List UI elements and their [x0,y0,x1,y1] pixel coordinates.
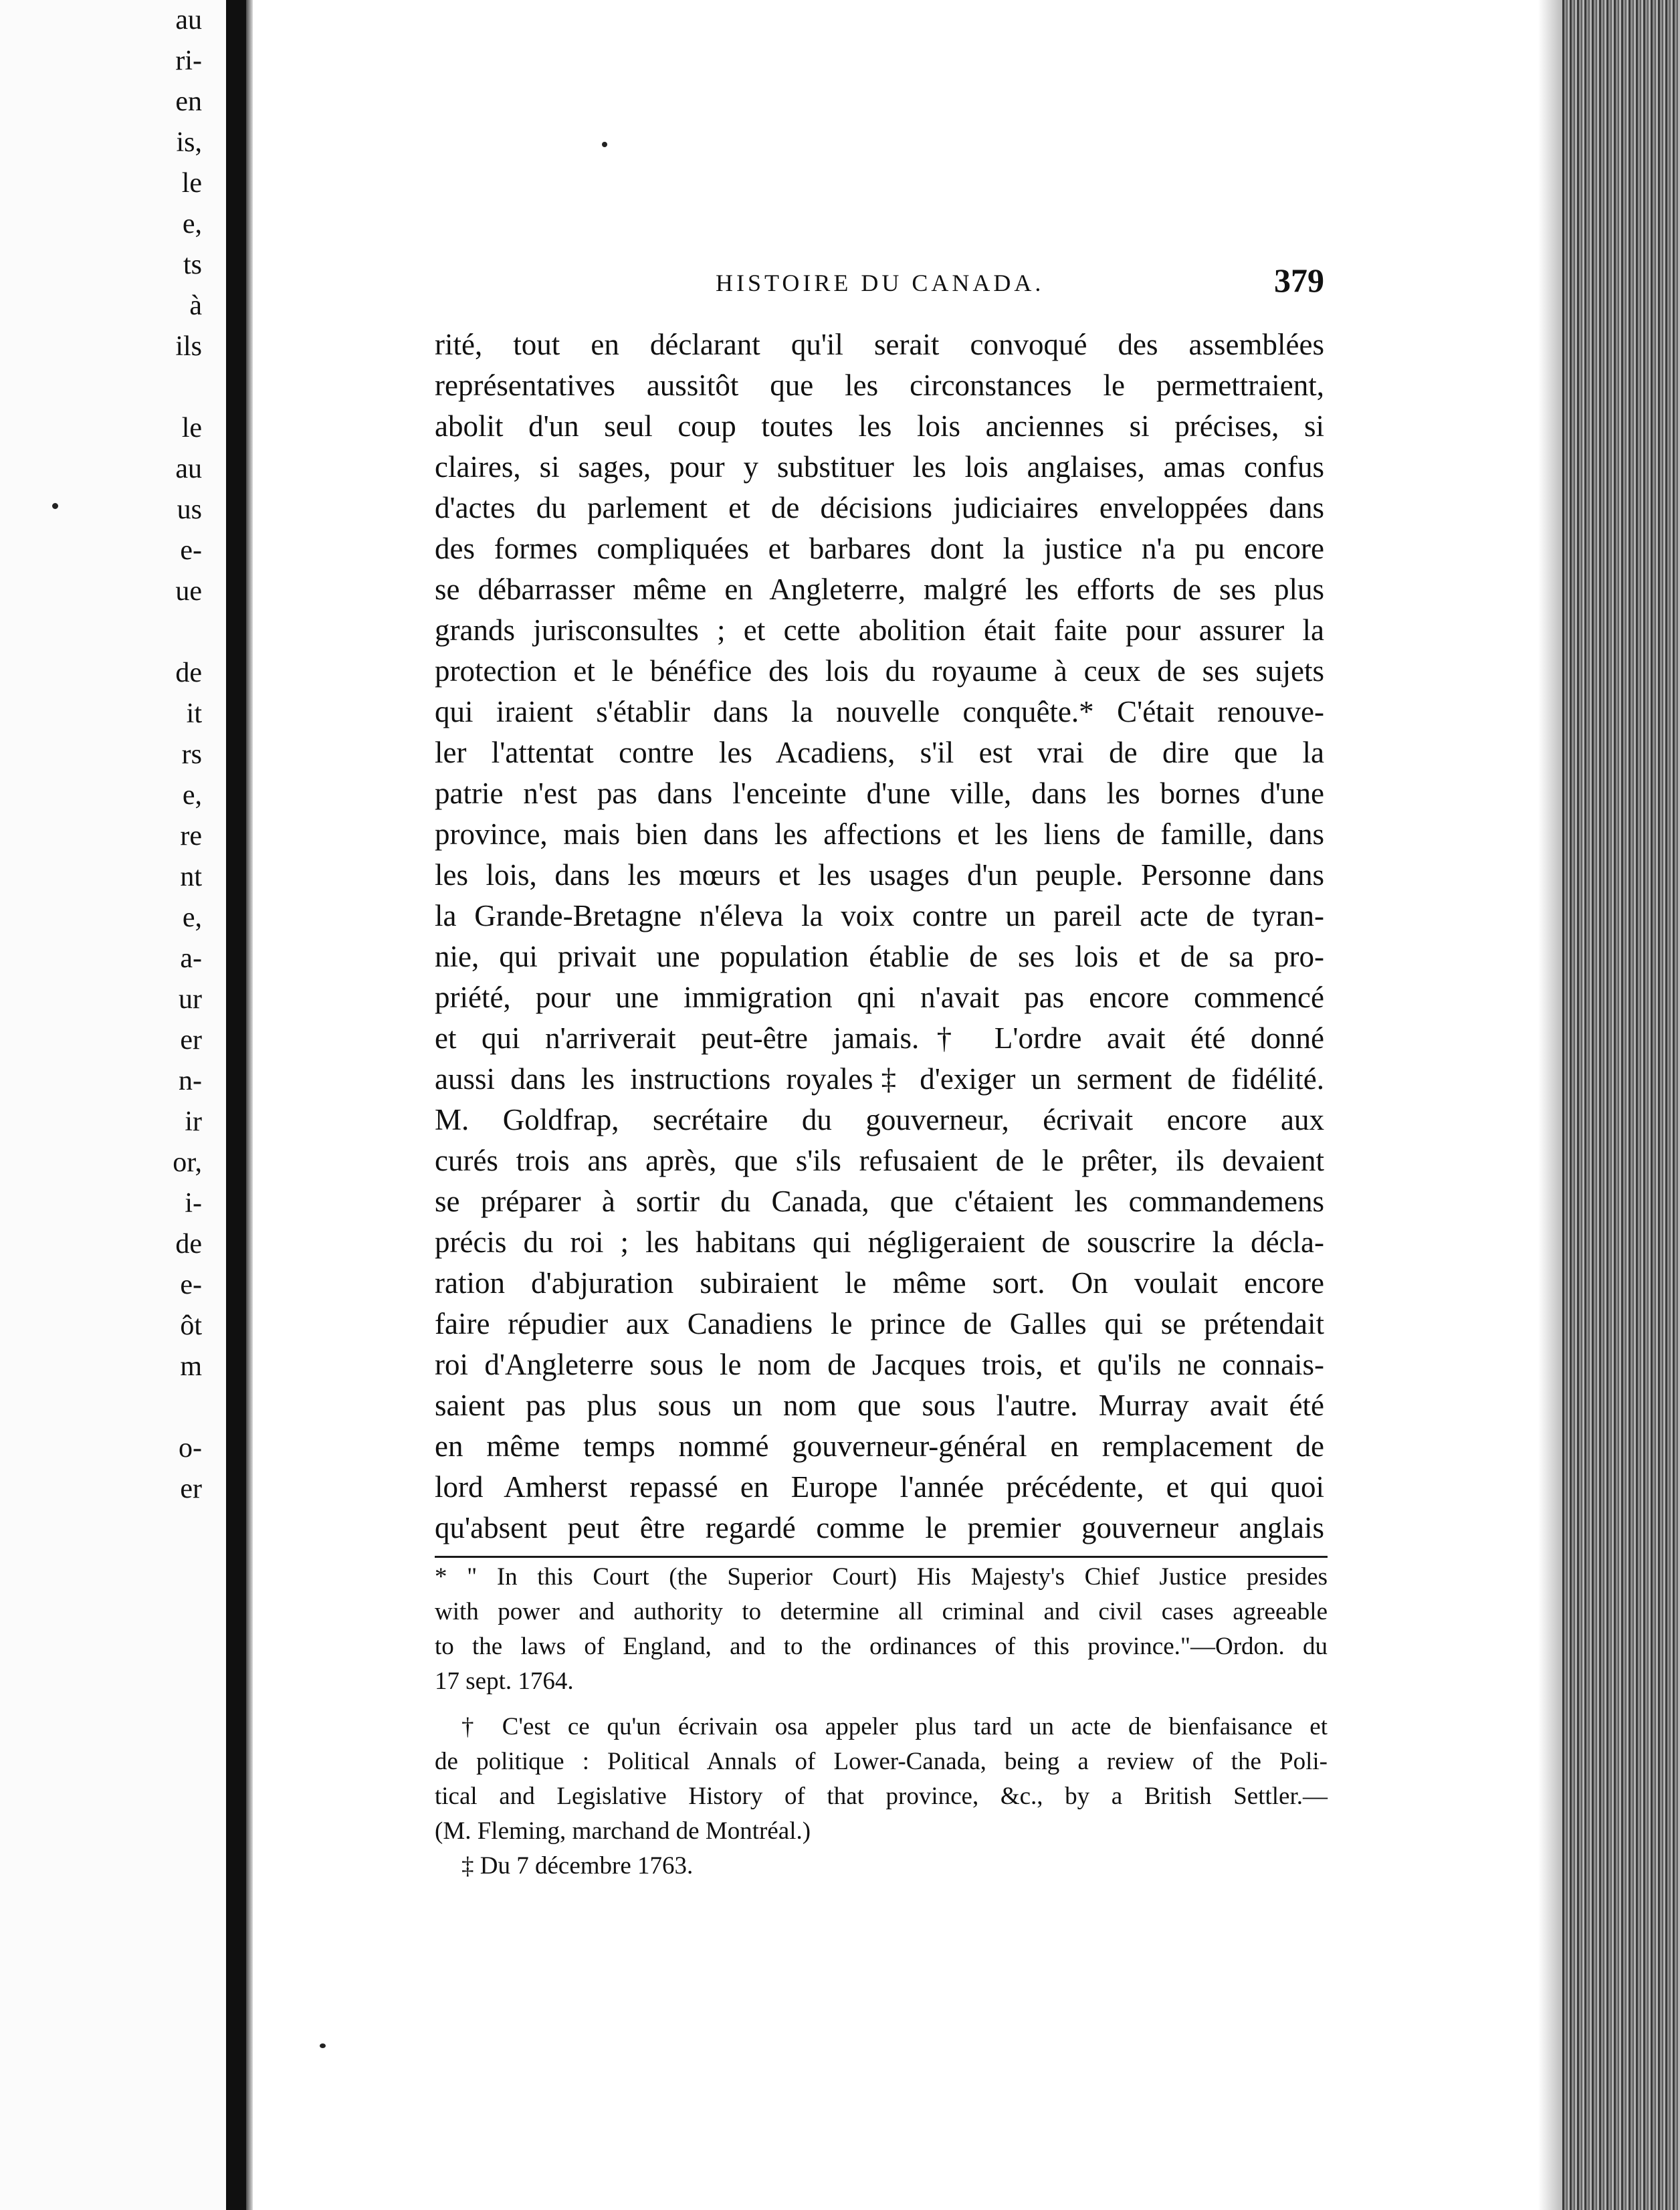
page-edge-shadow [1538,0,1565,2210]
left-fragment: e, [182,209,202,239]
main-text [435,324,1324,1548]
book-page-edges [1562,0,1680,2210]
left-fragment: e, [182,780,202,811]
footnote-1 [435,1560,1328,1699]
text-line: roi d'Angleterre sous le nom de Jacques trois, et qu'ils ne connais- [435,1348,1324,1381]
text-line: priété, pour une immigration qni n'avait pas encore commencé [435,981,1324,1014]
text-line: ler l'attentat contre les Acadiens, s'il est vrai de dire que la [435,736,1324,769]
print-speck [320,2043,326,2048]
text-line: les lois, dans les mœurs et les usages d'un peuple. Personne dans [435,858,1324,892]
footnote-rule [435,1556,1328,1558]
text-line: saient pas plus sous un nom que sous l'autre. Murray avait été [435,1389,1324,1422]
book-gutter-shadow [226,0,246,2210]
text-line: la Grande-Bretagne n'éleva la voix contre un pareil acte de tyran- [435,899,1324,932]
left-fragment: au [175,454,202,484]
left-fragment: ri- [175,45,202,76]
book-gutter-fold [246,0,253,2210]
text-line: d'actes du parlement et de décisions judiciaires enveloppées dans [435,491,1324,524]
print-speck [52,503,58,509]
footnotes [435,1560,1328,1884]
left-fragment: ils [175,331,202,362]
left-page-edge [0,0,226,2210]
text-line: nie, qui privait une population établie de ses lois et de sa pro- [435,940,1324,973]
text-line: curés trois ans après, que s'ils refusaient de le prêter, ils devaient [435,1144,1324,1177]
footnote-line: 17 sept. 1764. [435,1668,574,1695]
text-line: se débarrasser même en Angleterre, malgré les efforts de ses plus [435,573,1324,606]
left-fragment: rs [181,739,202,770]
text-line: protection et le bénéfice des lois du royaume à ceux de ses sujets [435,654,1324,688]
footnote-line: † C'est ce qu'un écrivain osa appeler plus tard un acte de bienfaisance et [461,1713,1328,1740]
text-line: et qui n'arriverait peut-être jamais.† L'ordre avait été donné [435,1021,1324,1055]
left-fragment: de [175,658,202,688]
left-fragment: de [175,1229,202,1260]
left-fragment: o- [179,1433,202,1464]
left-fragment: e- [180,535,202,566]
left-fragment: n- [179,1066,202,1096]
left-fragment: a- [180,943,202,974]
left-fragment: it [186,698,202,729]
left-fragment [173,367,202,408]
left-fragment: is, [176,127,202,158]
footnote-line: de politique : Political Annals of Lower-Canada, being a review of the Poli- [435,1748,1328,1775]
footnote-line: ‡ Du 7 décembre 1763. [461,1852,694,1880]
left-fragment: au [175,5,202,35]
footnote-line: with power and authority to determine all criminal and civil cases agreeable [435,1598,1328,1625]
left-fragment: or, [173,1147,202,1178]
left-fragment: e, [182,902,202,933]
left-fragment: le [181,413,202,443]
text-line: claires, si sages, pour y substituer les lois anglaises, amas confus [435,450,1324,484]
text-line: en même temps nommé gouverneur-général en remplacement de [435,1429,1324,1463]
left-fragment: ir [185,1106,202,1137]
left-fragment: ue [175,576,202,607]
text-line: précis du roi ; les habitans qui négligeraient de souscrire la décla- [435,1225,1324,1259]
left-fragment: m [180,1351,202,1382]
text-line: M. Goldfrap, secrétaire du gouverneur, écrivait encore aux [435,1103,1324,1136]
left-fragment: er [180,1474,202,1504]
text-line: aussi dans les instructions royales‡ d'exiger un serment de fidélité. [435,1062,1324,1096]
footnote-spacer [435,1699,1328,1710]
text-line: patrie n'est pas dans l'enceinte d'une ville, dans les bornes d'une [435,777,1324,810]
footnote-line: * " In this Court (the Superior Court) His Majesty's Chief Justice presides [435,1563,1328,1591]
text-line: se préparer à sortir du Canada, que c'étaient les commandemens [435,1185,1324,1218]
text-line: lord Amherst repassé en Europe l'année précédente, et qui quoi [435,1470,1324,1504]
running-title: HISTOIRE DU CANADA. [716,270,1045,296]
page-number: 379 [1274,262,1324,299]
text-line: des formes compliquées et barbares dont la justice n'a pu encore [435,532,1324,565]
text-line: qu'absent peut être regardé comme le premier gouverneur anglais [435,1511,1324,1544]
page-header [435,261,1324,308]
left-page-text-fragments [173,0,202,1510]
left-fragment: ôt [180,1310,202,1341]
left-fragment: ts [183,249,202,280]
left-fragment: nt [180,862,202,892]
footnote-line: to the laws of England, and to the ordinances of this province."—Ordon. du [435,1633,1328,1660]
text-line: faire répudier aux Canadiens le prince de Galles qui se prétendait [435,1307,1324,1340]
text-line: abolit d'un seul coup toutes les lois anciennes si précises, si [435,409,1324,443]
left-fragment: e- [180,1270,202,1300]
left-fragment: er [180,1025,202,1056]
text-line: rité, tout en déclarant qu'il serait convoqué des assemblées [435,328,1324,361]
text-line: représentatives aussitôt que les circonstances le permettraient, [435,369,1324,402]
footnote-line: (M. Fleming, marchand de Montréal.) [435,1817,811,1845]
footnote-3 [435,1849,1328,1884]
text-line: grands jurisconsultes ; et cette abolition était faite pour assurer la [435,613,1324,647]
left-fragment: à [189,290,202,321]
left-fragment [173,1387,202,1428]
left-fragment: en [175,86,202,117]
left-fragment: i- [185,1188,202,1219]
left-fragment: le [181,168,202,199]
footnote-2 [435,1710,1328,1849]
footnote-line: tical and Legislative History of that province, &c., by a British Settler.— [435,1783,1328,1810]
text-line: qui iraient s'établir dans la nouvelle conquête.* C'était renouve- [435,695,1324,728]
left-fragment: us [177,494,202,525]
left-fragment: ur [179,984,202,1015]
left-fragment: re [180,821,202,851]
left-fragment [173,612,202,653]
print-speck [602,142,607,147]
text-line: ration d'abjuration subiraient le même sort. On voulait encore [435,1266,1324,1300]
text-line: province, mais bien dans les affections et les liens de famille, dans [435,817,1324,851]
